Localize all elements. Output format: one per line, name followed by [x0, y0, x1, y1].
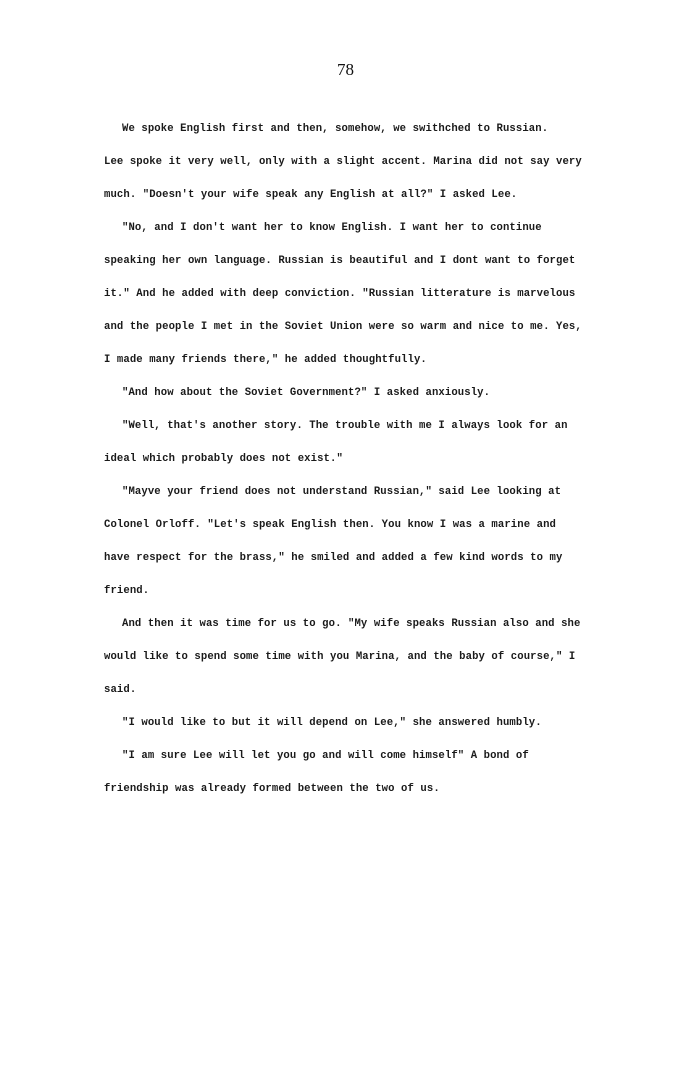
text-line: "I would like to but it will depend on Lee," she answered humbly. [122, 717, 542, 729]
text-line: Colonel Orloff. "Let's speak English then. You know I was a marine and [104, 519, 557, 531]
body-text [104, 113, 596, 806]
page-number: 78 [337, 60, 354, 79]
text-line: friend. [104, 585, 150, 597]
text-line: We spoke English first and then, somehow, we swithched to Russian. [122, 123, 549, 135]
text-line: said. [104, 684, 137, 696]
text-line: And then it was time for us to go. "My wife speaks Russian also and she [122, 618, 581, 630]
text-line: "Mayve your friend does not understand Russian," said Lee looking at [122, 486, 562, 498]
text-line: ideal which probably does not exist." [104, 453, 343, 465]
text-line: I made many friends there," he added thoughtfully. [104, 354, 427, 366]
text-line: would like to spend some time with you Marina, and the baby of course," I [104, 651, 576, 663]
text-line: much. "Doesn't your wife speak any English at all?" I asked Lee. [104, 189, 518, 201]
text-line: "No, and I don't want her to know English. I want her to continue [122, 222, 542, 234]
text-line: "Well, that's another story. The trouble with me I always look for an [122, 420, 568, 432]
text-line: "I am sure Lee will let you go and will come himself" A bond of [122, 750, 529, 762]
text-line: have respect for the brass," he smiled and added a few kind words to my [104, 552, 563, 564]
text-line: friendship was already formed between the two of us. [104, 783, 440, 795]
text-line: Lee spoke it very well, only with a slight accent. Marina did not say very [104, 156, 582, 168]
text-line: speaking her own language. Russian is beautiful and I dont want to forget [104, 255, 576, 267]
text-line: and the people I met in the Soviet Union were so warm and nice to me. Yes, [104, 321, 582, 333]
text-line: "And how about the Soviet Government?" I asked anxiously. [122, 387, 491, 399]
text-line: it." And he added with deep conviction. "Russian litterature is marvelous [104, 288, 576, 300]
